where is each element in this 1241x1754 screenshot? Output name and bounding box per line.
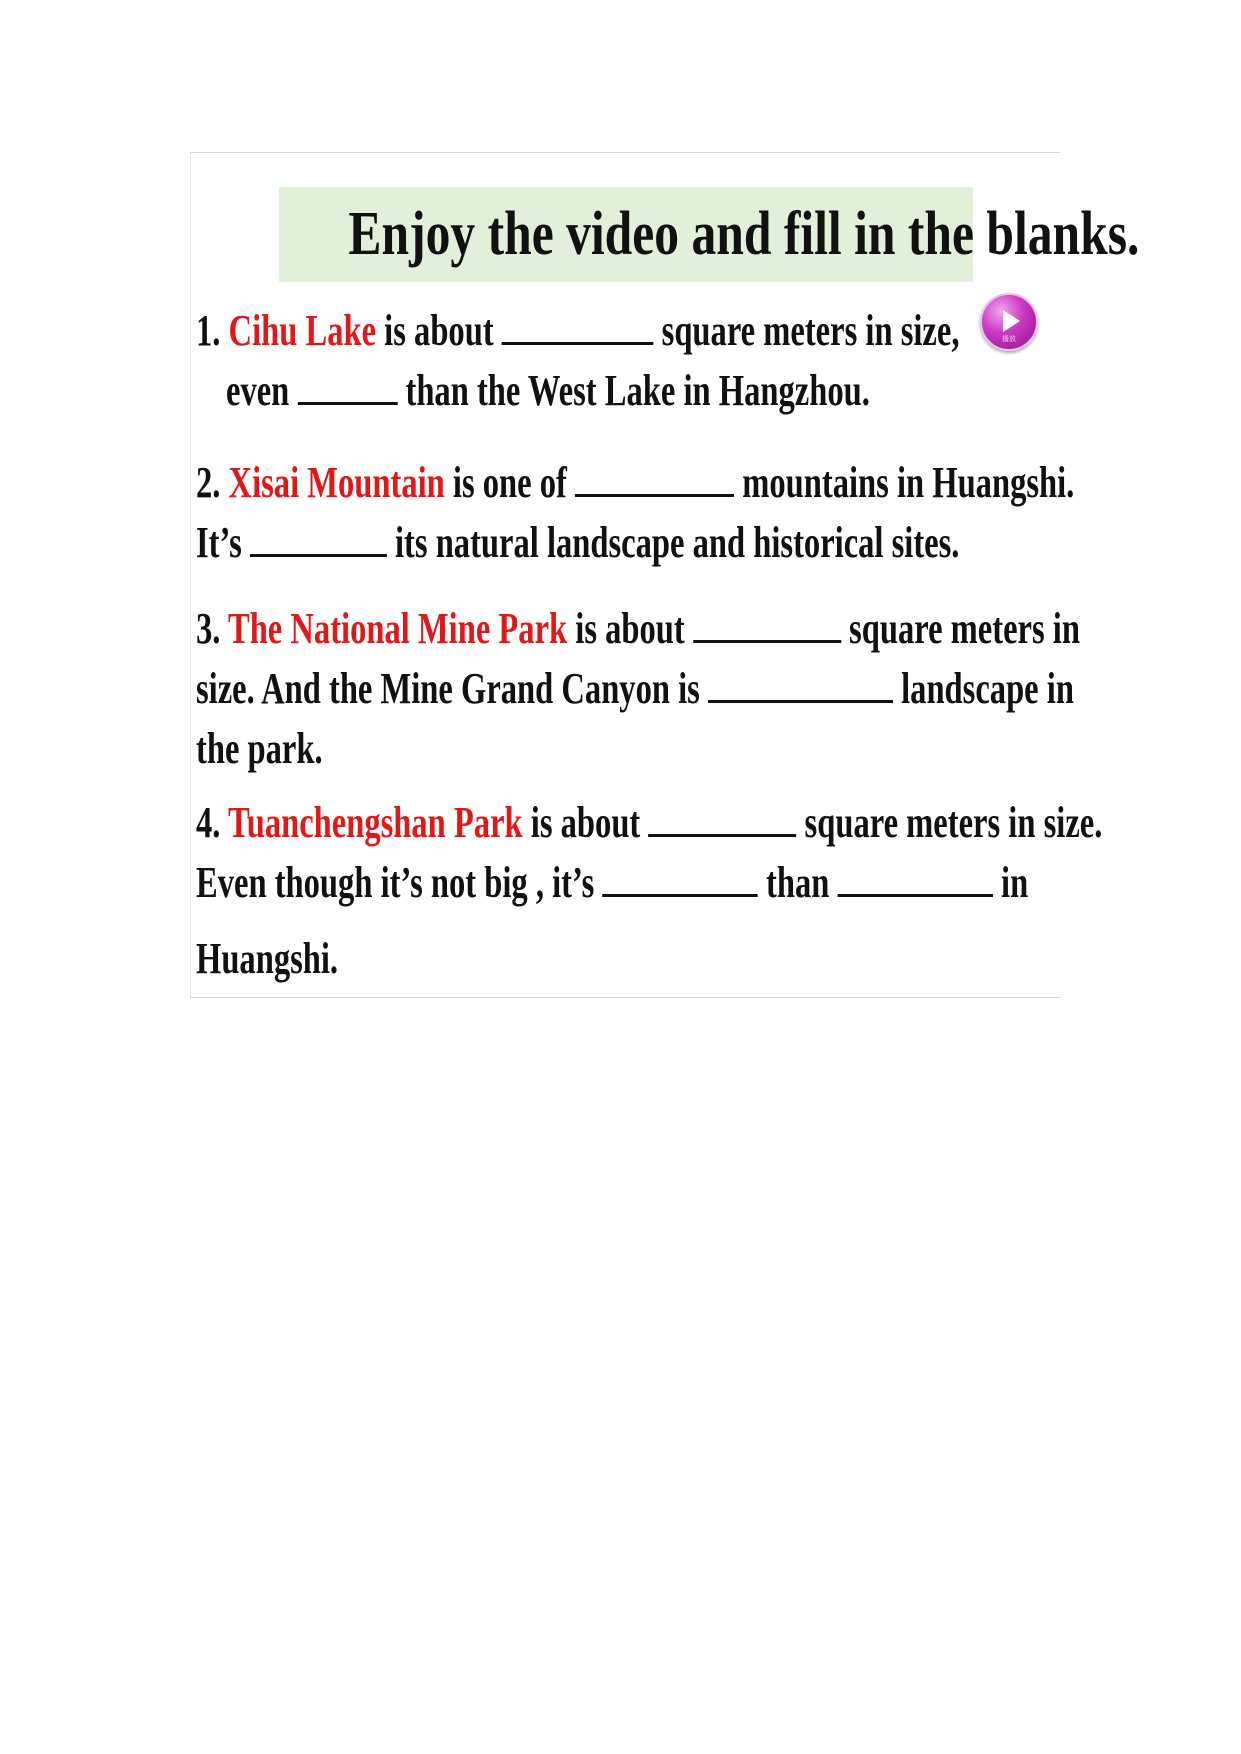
question-4-line-2 — [196, 853, 1028, 913]
answer-blank[interactable] — [575, 485, 734, 497]
question-text: the park. — [196, 724, 323, 773]
question-2-line-1 — [196, 453, 1074, 513]
question-1-line-1 — [196, 301, 959, 361]
play-video-button[interactable] — [980, 293, 1038, 351]
question-text: It’s — [196, 518, 250, 567]
title-banner — [279, 187, 1140, 282]
question-number: 4. — [196, 798, 221, 847]
question-2-line-2 — [196, 513, 959, 573]
question-text: size. And the Mine Grand Canyon is — [196, 664, 708, 713]
slide-title: Enjoy the video and fill in the blanks. — [348, 200, 1140, 268]
question-text: square meters in — [840, 604, 1080, 653]
question-text: square meters in size, — [653, 306, 960, 355]
question-4-line-3 — [196, 929, 338, 989]
question-text: is about — [567, 604, 693, 653]
question-3-line-2 — [196, 659, 1074, 719]
answer-blank[interactable] — [250, 545, 387, 557]
question-text: Even though it’s not big , it’s — [196, 858, 603, 907]
question-3-line-3 — [196, 719, 323, 779]
question-3-line-1 — [196, 599, 1080, 659]
question-text: its natural landscape and historical sites. — [386, 518, 960, 567]
question-text: is about — [376, 306, 502, 355]
question-text: is about — [522, 798, 649, 847]
play-icon — [1003, 310, 1020, 332]
place-name: The National Mine Park — [227, 604, 568, 653]
question-text: is one of — [444, 458, 576, 507]
answer-blank[interactable] — [693, 631, 841, 643]
answer-blank[interactable] — [297, 393, 397, 405]
answer-blank[interactable] — [708, 691, 893, 703]
slide — [190, 152, 1140, 998]
question-text: in — [992, 858, 1029, 907]
question-1-line-2 — [226, 361, 870, 421]
question-number: 3. — [196, 604, 221, 653]
play-button-caption: 播放 — [1002, 335, 1016, 343]
answer-blank[interactable] — [837, 885, 992, 897]
question-text: landscape in — [892, 664, 1074, 713]
question-text: mountains in Huangshi. — [734, 458, 1075, 507]
question-text: than — [757, 858, 838, 907]
question-4-line-1 — [196, 793, 1102, 853]
answer-blank[interactable] — [602, 885, 757, 897]
question-text: even — [226, 366, 298, 415]
answer-blank[interactable] — [502, 333, 654, 345]
question-text: Huangshi. — [196, 934, 339, 983]
place-name: Tuanchengshan Park — [227, 798, 523, 847]
question-number: 2. — [196, 458, 221, 507]
question-number: 1. — [196, 306, 221, 355]
question-text: square meters in size. — [796, 798, 1103, 847]
answer-blank[interactable] — [648, 825, 796, 837]
question-text: than the West Lake in Hangzhou. — [397, 366, 870, 415]
place-name: Cihu Lake — [228, 306, 377, 355]
place-name: Xisai Mountain — [228, 458, 445, 507]
